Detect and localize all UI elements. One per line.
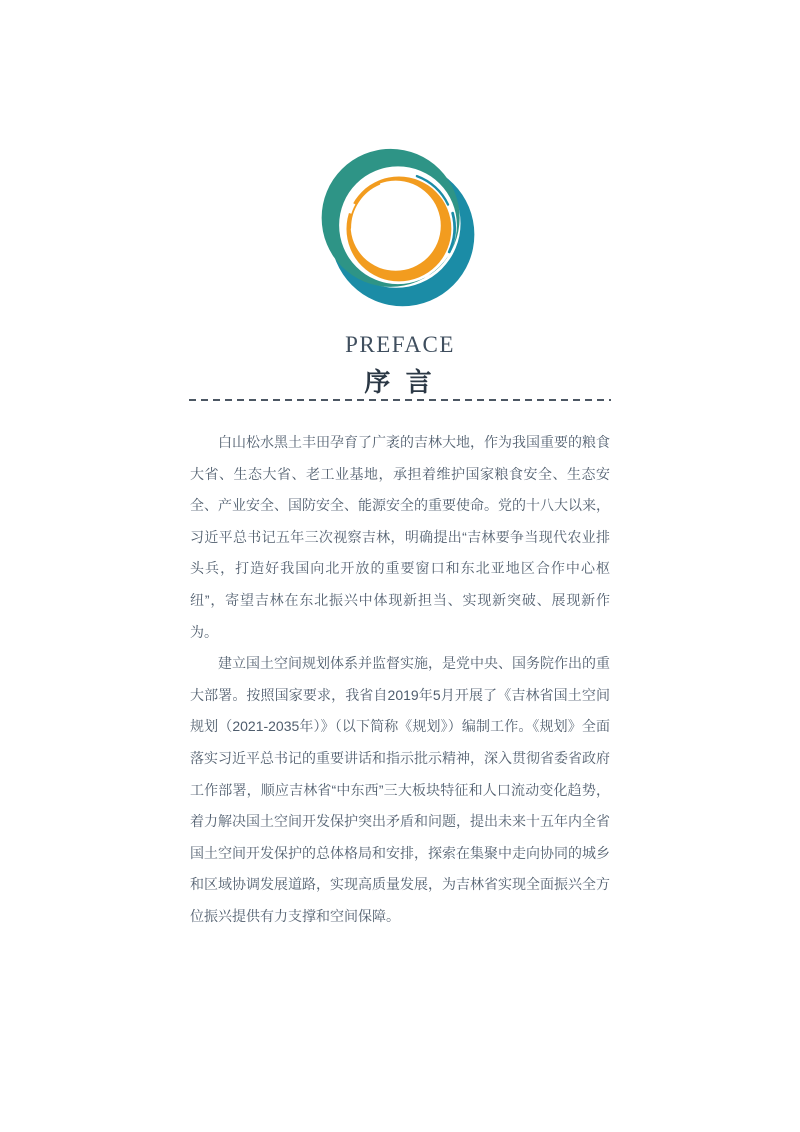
body-paragraph-1: 白山松水黑土丰田孕育了广袤的吉林大地，作为我国重要的粮食大省、生态大省、老工业基地，承担着维护国家粮食安全、生态安全、产业安全、国防安全、能源安全的重要使命。党的十八大以来，习近平总书记五年三次视察吉林，明确提出“吉林要争当现代农业排头兵，打造好我国向北开放的重要窗口和东北亚地区合作中心枢纽”，寄望吉林在东北振兴中体现新担当、实现新突破、展现新作为。: [190, 434, 610, 640]
preface-body: [190, 427, 610, 933]
logo-green-swoosh: [322, 149, 460, 287]
ring-swoosh-logo-icon: [306, 136, 490, 320]
body-paragraph-2: 建立国土空间规划体系并监督实施，是党中央、国务院作出的重大部署。按照国家要求，我省自2019年5月开展了《吉林省国土空间规划（2021-2035年）》（以下简称《规划》）编制工作。《规划》全面落实习近平总书记的重要讲话和指示批示精神，深入贯彻省委省政府工作部署，顺应吉林省“中东西”三大板块特征和人口流动变化趋势，着力解决国土空间开发保护突出矛盾和问题，提出未来十五年内全省国土空间开发保护的总体格局和安排，探索在集聚中走向协同的城乡和区域协调发展道路，实现高质量发展，为吉林省实现全面振兴全方位振兴提供有力支撑和空间保障。: [190, 655, 610, 924]
dashed-divider: [189, 399, 611, 401]
logo-orange-ring: [346, 176, 451, 281]
jilin-planning-logo: [306, 136, 490, 320]
preface-label-en: PREFACE: [345, 332, 455, 357]
page-title: 序 言: [364, 367, 436, 397]
